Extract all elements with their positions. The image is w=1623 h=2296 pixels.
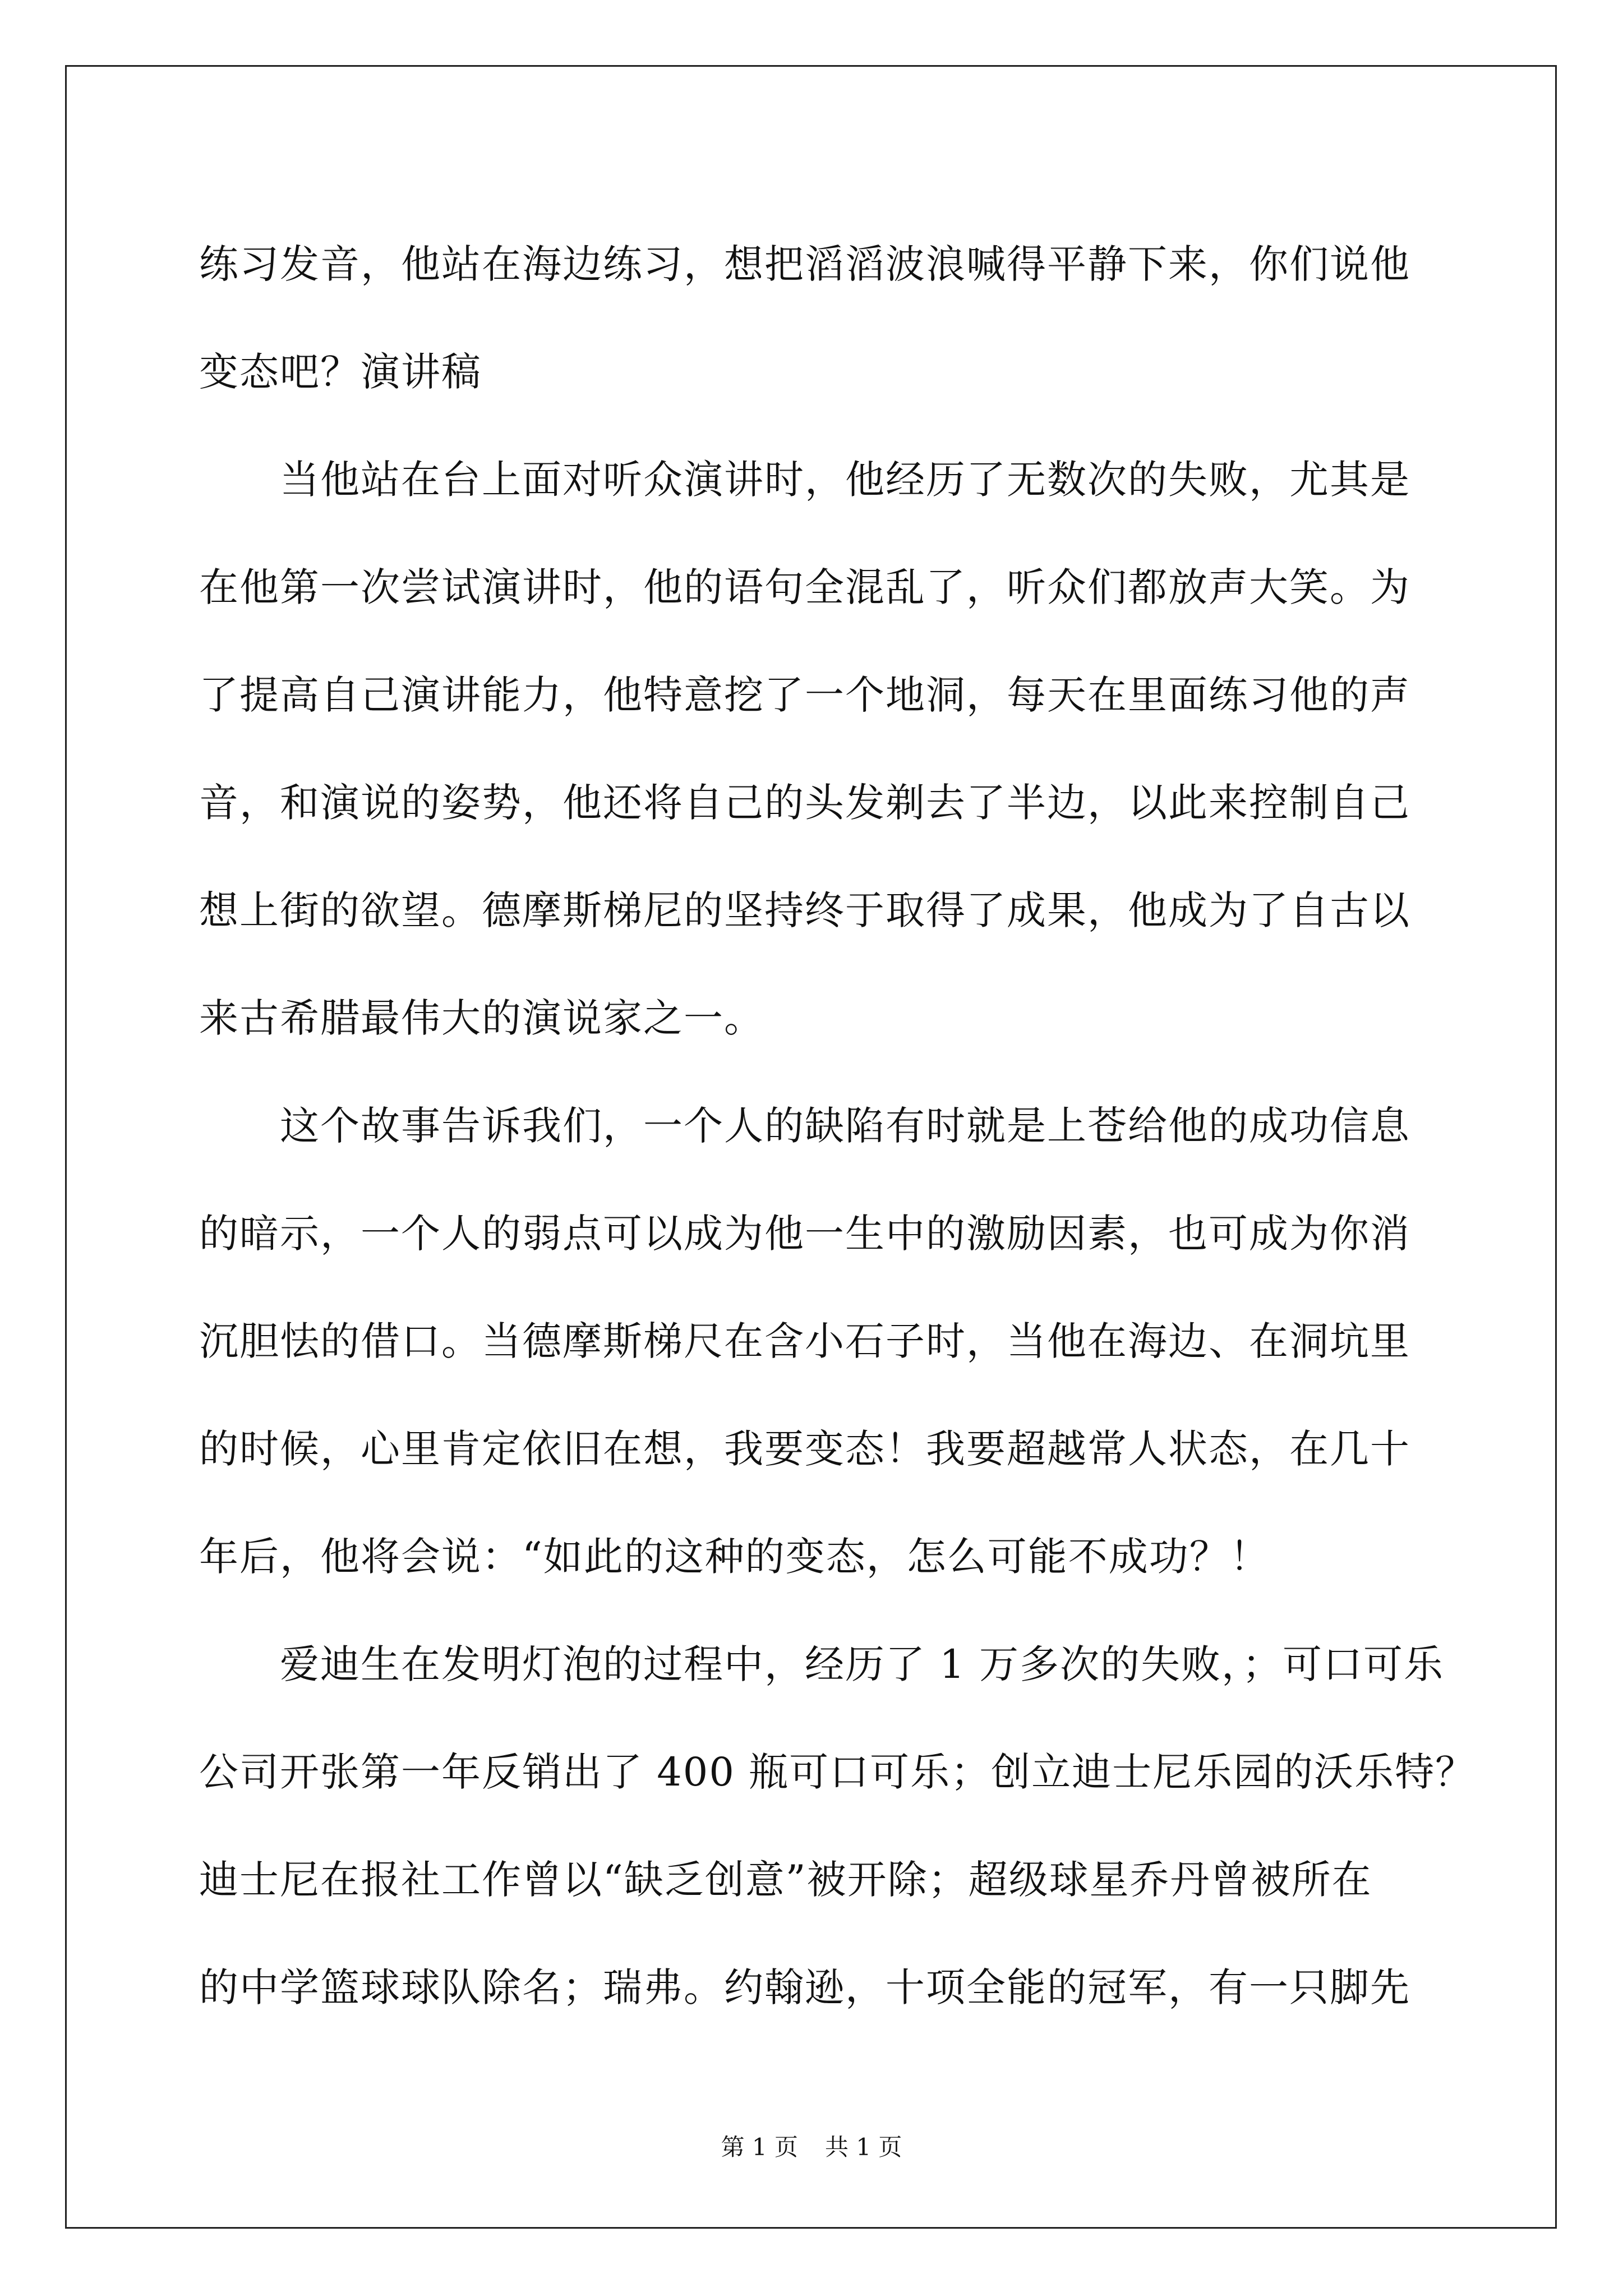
page-number: 第 1 页 [721, 2133, 798, 2161]
text-line: 沉胆怯的借口。当德摩斯梯尺在含小石子时，当他在海边、在洞坑里 [199, 1318, 1410, 1364]
text-line: 想上街的欲望。德摩斯梯尼的坚持终于取得了成果，他成为了自古以 [199, 887, 1410, 933]
page-footer [0, 2129, 1623, 2162]
text-line: 变态吧？演讲稿 [199, 349, 482, 395]
text-line: 公司开张第一年反销出了 400 瓶可口可乐；创立迪士尼乐园的沃乐特？ [199, 1749, 1476, 1795]
text-line: 了提高自己演讲能力，他特意挖了一个地洞，每天在里面练习他的声 [199, 672, 1410, 718]
text-line: 练习发音，他站在海边练习，想把滔滔波浪喊得平静下来，你们说他 [199, 241, 1410, 287]
text-line: 在他第一次尝试演讲时，他的语句全混乱了，听众们都放声大笑。为 [199, 564, 1410, 610]
text-line: 当他站在台上面对听众演讲时，他经历了无数次的失败，尤其是 [199, 457, 1410, 503]
text-line: 爱迪生在发明灯泡的过程中，经历了 1 万多次的失败，；可口可乐 [199, 1641, 1445, 1687]
text-line: 的中学篮球球队除名；瑞弗。约翰逊，十项全能的冠军，有一只脚先 [199, 1964, 1410, 2010]
page-total: 共 1 页 [825, 2133, 902, 2161]
text-line: 音，和演说的姿势，他还将自己的头发剃去了半边，以此来控制自己 [199, 780, 1410, 826]
text-line: 的时候，心里肯定依旧在想，我要变态！我要超越常人状态，在几十 [199, 1426, 1410, 1472]
text-line: 来古希腊最伟大的演说家之一。 [199, 995, 764, 1041]
text-line: 这个故事告诉我们，一个人的缺陷有时就是上苍给他的成功信息 [199, 1103, 1410, 1149]
text-line: 的暗示，一个人的弱点可以成为他一生中的激励因素，也可成为你消 [199, 1211, 1410, 1257]
document-body [199, 210, 1476, 2041]
text-line: 迪士尼在报社工作曾以“缺乏创意”被开除；超级球星乔丹曾被所在 [199, 1857, 1372, 1903]
text-line: 年后，他将会说：“如此的这种的变态，怎么可能不成功？！ [199, 1534, 1270, 1580]
